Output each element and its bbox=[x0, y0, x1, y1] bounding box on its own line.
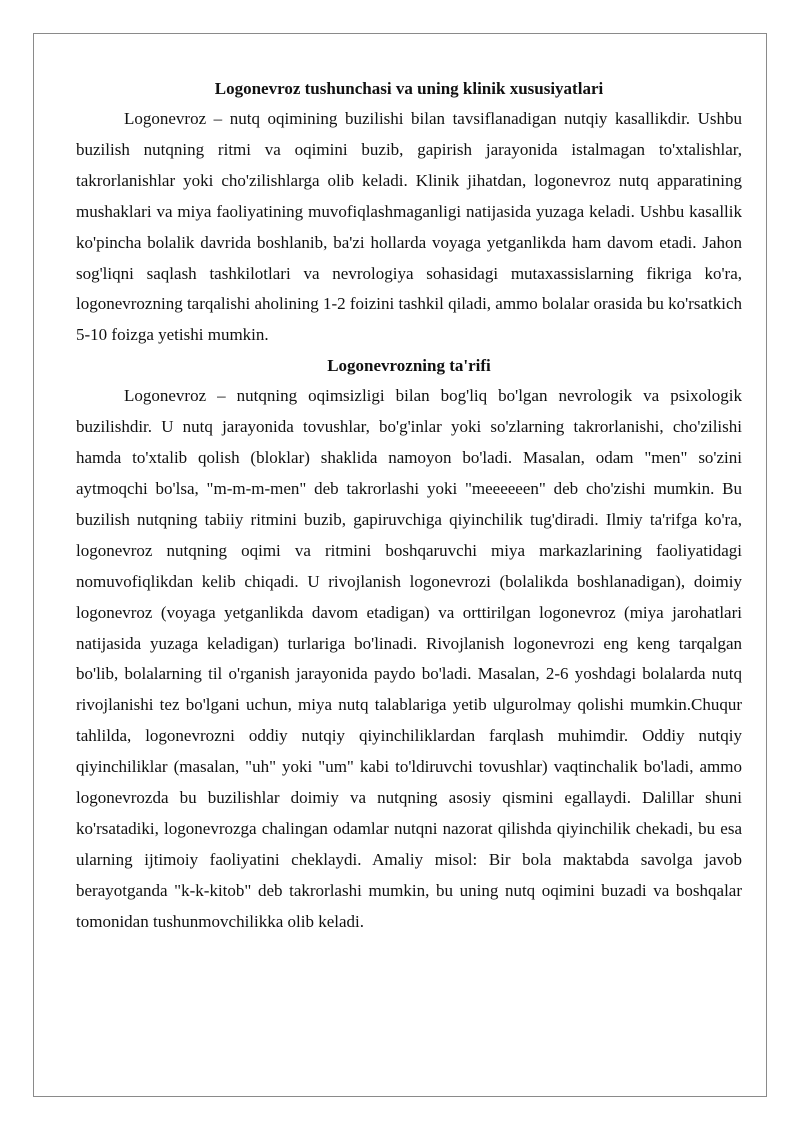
document-title: Logonevroz tushunchasi va uning klinik xususiyatlari bbox=[214, 79, 604, 98]
definition-paragraph: Logonevroz – nutqning oqimsizligi bilan bog'liq bo'lgan nevrologik va psixologik buzilishdir. U nutq jarayonida tovushlar, bo'g'inlar yoki so'zlarning takrorlanishi, cho'zilishi hamda to'xtalib qolish (bloklar) shaklida namoyon bo'ladi. Masalan, odam "men" so'zini aytmoqchi bo'lsa, "m-m-m-men" deb takrorlashi yoki "meeeeeen" deb cho'zishi mumkin. Bu buzilish nutqning tabiiy ritmini buzib, gapiruvchiga qiyinchilik tug'diradi. Ilmiy ta'rifga ko'ra, logonevroz nutqning oqimi va ritmini boshqaruvchi miya markazlarining faoliyatidagi nomuvofiqlikdan kelib chiqadi. U rivojlanish logonevrozi (bolalikda boshlanadigan), doimiy logonevroz (voyaga yetganlikda davom etadigan) va orttirilgan logonevroz (miya jarohatlari natijasida yuzaga keladigan) turlariga bo'linadi. Rivojlanish logonevrozi eng keng tarqalgan bo'lib, bolalarning til o'rganish jarayonida paydo bo'ladi. Masalan, 2-6 yoshdagi bolalarda nutq rivojlanishi tez bo'lgani uchun, miya nutq talablariga yetib ulgurolmay qolishi mumkin.Chuqur tahlilda, logonevrozni oddiy nutqiy qiyinchiliklardan farqlash muhimdir. Oddiy nutqiy qiyinchiliklar (masalan, "uh" yoki "um" kabi to'ldiruvchi tovushlar) vaqtinchalik bo'ladi, ammo logonevrozda bu buzilishlar doimiy va nutqning asosiy qismini egallaydi. Dalillar shuni ko'rsatadiki, logonevrozga chalingan odamlar nutqni nazorat qilishda qiyinchilik chekadi, bu esa ularning ijtimoiy faoliyatini cheklaydi. Amaliy misol: Bir bola maktabda savolga javob berayotganda "k-k-kitob" deb takrorlashi mumkin, bu uning nutq oqimini buzadi va boshqalar tomonidan tushunmovchilikka olib keladi. bbox=[76, 386, 742, 931]
document-body bbox=[76, 74, 742, 938]
section-heading: Logonevrozning ta'rifi bbox=[327, 356, 491, 376]
intro-paragraph: Logonevroz – nutq oqimining buzilishi bilan tavsiflanadigan nutqiy kasallikdir. Ushbu buzilish nutqning ritmi va oqimini buzib, gapirish jarayonida istalmagan to'xtalishlar, takrorlanishlar yoki cho'zilishlarga olib keladi. Klinik jihatdan, logonevroz nutq apparatining mushaklari va miya faoliyatining muvofiqlashmaganligi natijasida yuzaga keladi. Ushbu kasallik ko'pincha bolalik davrida boshlanib, ba'zi hollarda voyaga yetganlikda ham davom etadi. Jahon sog'liqni saqlash tashkilotlari va nevrologiya sohasidagi mutaxassislarning fikriga ko'ra, logonevrozning tarqalishi aholining 1-2 foizini tashkil qiladi, ammo bolalar orasida bu ko'rsatkich 5-10 foizga yetishi mumkin. bbox=[76, 109, 742, 345]
